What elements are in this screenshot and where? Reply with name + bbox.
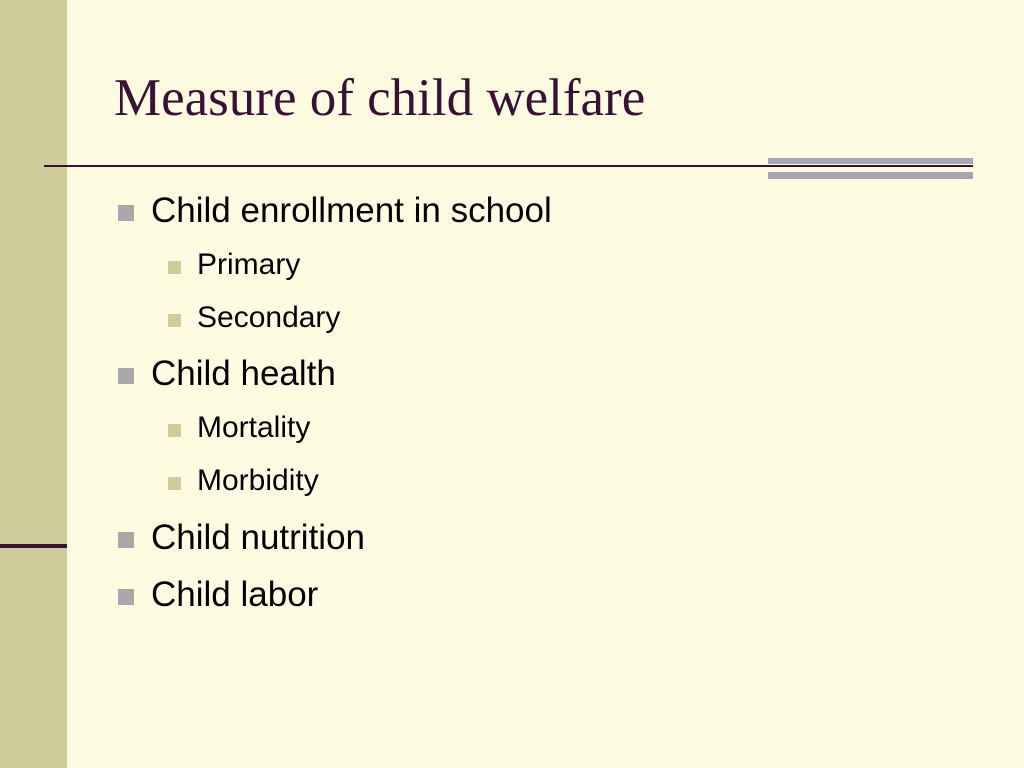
square-bullet-icon [168, 261, 181, 274]
bullet-item-child-health [151, 354, 336, 394]
square-bullet-icon [168, 424, 181, 437]
square-bullet-icon [168, 314, 181, 327]
bullet-item-child-nutrition [151, 518, 365, 558]
sub-bullet-text: Secondary [197, 301, 341, 334]
sub-bullet-item-mortality [197, 411, 310, 445]
bullet-text: Child nutrition [151, 518, 365, 557]
bullet-text: Child health [151, 354, 336, 393]
bullet-text: Child enrollment in school [151, 191, 552, 230]
bullet-text: Child labor [151, 575, 319, 614]
square-bullet-icon [118, 589, 134, 605]
square-bullet-icon [118, 205, 134, 221]
sub-bullet-text: Mortality [197, 411, 311, 444]
sub-bullet-item-secondary [197, 301, 340, 335]
sub-bullet-text: Primary [197, 248, 301, 281]
bullet-item-child-enrollment [151, 191, 552, 231]
sub-bullet-item-morbidity [197, 464, 319, 498]
square-bullet-icon [118, 368, 134, 384]
square-bullet-icon [168, 477, 181, 490]
sub-bullet-text: Morbidity [197, 464, 319, 497]
square-bullet-icon [118, 532, 134, 548]
bullet-item-child-labor [151, 575, 318, 615]
slide-title: Measure of child welfare [114, 69, 646, 127]
sub-bullet-item-primary [197, 248, 300, 282]
